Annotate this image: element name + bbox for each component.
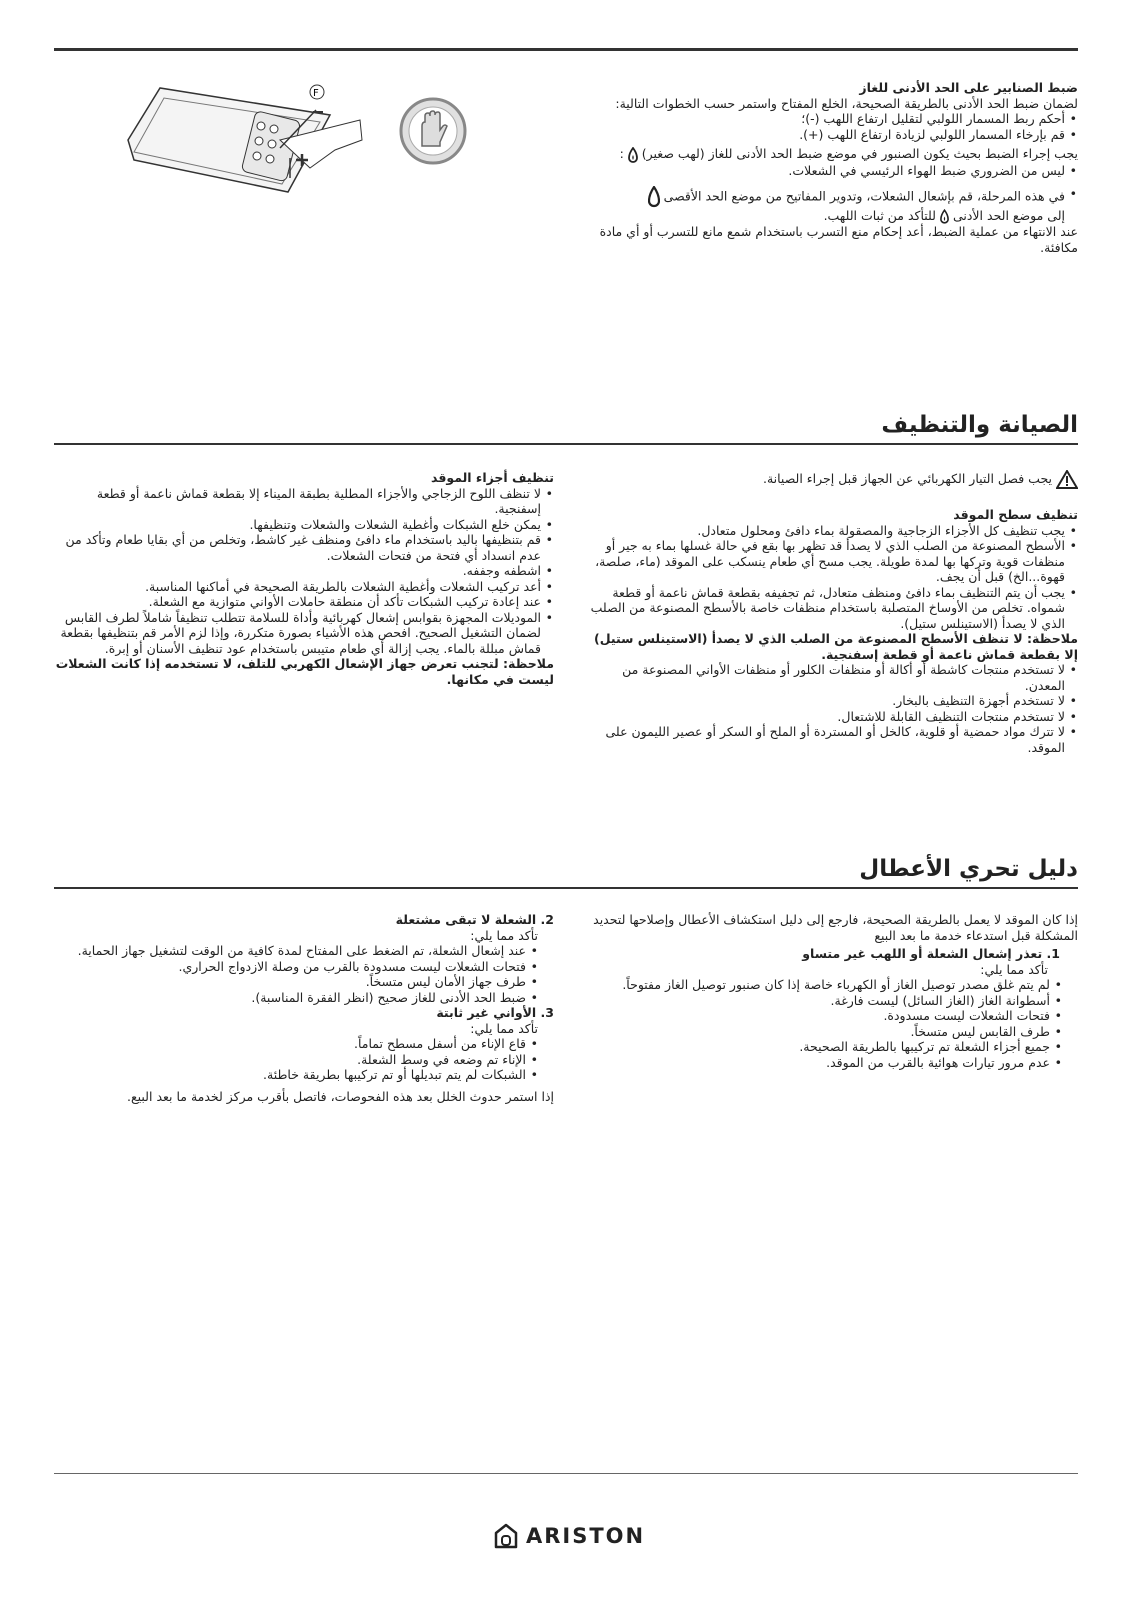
list-item: • لا تستخدم منتجات كاشطة أو أكالة أو منظفات الكلور أو منظفات الأواني المصنوعة من المعدن. xyxy=(578,662,1065,693)
stage-text-a: في هذه المرحلة، قم بإشعال الشعلات، وتدوير المفاتيح من موضع الحد الأقصى xyxy=(663,188,1065,204)
burner-adjustment-figure xyxy=(120,80,370,200)
troubleshooting-closing: إذا استمر حدوث الخلل بعد هذه الفحوصات، فاتصل بأقرب مركز لخدمة ما بعد البيع. xyxy=(127,1088,554,1104)
parts-title: تنظيف أجزاء الموقد xyxy=(430,470,554,485)
list-item: • لم يتم غلق مصدر توصيل الغاز أو الكهرباء خاصة إذا كان صنبور توصيل الغاز مفتوحاً. xyxy=(578,977,1050,993)
item2-check: تأكد مما يلي: xyxy=(470,927,538,943)
item2-title: 2. الشعلة لا تبقى مشتعلة xyxy=(395,912,554,927)
list-item: • لا تستخدم أجهزة التنظيف بالبخار. xyxy=(578,693,1065,709)
small-flame-icon xyxy=(940,209,949,224)
list-item: • قاع الإناء من أسفل مسطح تماماً. xyxy=(54,1036,526,1052)
list-item: • يجب أن يتم التنظيف بماء دافئ ومنظف متعادل، ثم تجفيفه بقطعة قماش ناعمة أو قطعة شمواه. تخلص من الأوساخ المتصلبة باستخدام منظفات خاصة بالأسطح المصنوعة من الصلب الذي لا يصدأ (الاستينلس ستيل). xyxy=(578,585,1065,632)
figure-label-f: F xyxy=(313,88,319,99)
stage-text-c: للتأكد من ثبات اللهب. xyxy=(823,208,936,223)
section1-title: ضبط الصنابير على الحد الأدنى للغاز xyxy=(859,80,1078,95)
troubleshooting-rule xyxy=(54,887,1078,889)
list-item: • قم بإرخاء المسمار اللولبي لزيادة ارتفاع اللهب (+). xyxy=(578,127,1065,143)
surface-note: ملاحظة: لا تنظف الأسطح المصنوعة من الصلب الذي لا يصدأ (الاستينلس ستيل) إلا بقطعة قماش ناعمة أو قطعة إسفنجية. xyxy=(594,631,1078,662)
list-item xyxy=(578,186,1065,224)
list-item: • عند إشعال الشعلة، تم الضغط على المفتاح لمدة كافية من الوقت لتشغيل جهاز الحماية. xyxy=(54,943,526,959)
list-item: • أحكم ربط المسمار اللولبي لتقليل ارتفاع اللهب (-)؛ xyxy=(578,111,1065,127)
list-item: • جميع أجزاء الشعلة تم تركيبها بالطريقة الصحيحة. xyxy=(578,1039,1050,1055)
section1-steps xyxy=(578,111,1078,142)
small-flame-icon xyxy=(628,147,638,163)
list-item: • فتحات الشعلات ليست مسدودة. xyxy=(578,1008,1050,1024)
footer-logo xyxy=(494,1523,645,1549)
list-item: • عدم مرور تيارات هوائية بالقرب من الموقد. xyxy=(578,1055,1050,1071)
surface-title: تنظيف سطح الموقد xyxy=(953,507,1078,522)
list-item: • يجب تنظيف كل الأجزاء الزجاجية والمصقولة بماء دافئ ومحلول متعادل. xyxy=(578,523,1065,539)
adjust-text: يجب إجراء الضبط بحيث يكون الصنبور في موضع ضبط الحد الأدنى للغاز (لهب صغير) xyxy=(641,146,1078,161)
list-item: • لا تنظف اللوح الزجاجي والأجزاء المطلية بطبقة الميناء إلا بقطعة قماش ناعمة أو قطعة إسفنجية. xyxy=(54,486,541,517)
ariston-logo-icon xyxy=(494,1523,518,1549)
item3-check: تأكد مما يلي: xyxy=(470,1020,538,1036)
top-rule xyxy=(54,48,1078,51)
troubleshooting-right-column xyxy=(578,912,1078,1070)
list-item: • طرف جهاز الأمان ليس متسخاً. xyxy=(54,974,526,990)
glove-icon xyxy=(398,96,468,166)
troubleshooting-intro: إذا كان الموقد لا يعمل بالطريقة الصحيحة، فارجع إلى دليل استكشاف الأعطال وإصلاحها لتحديد المشكلة قبل استدعاء خدمة ما بعد البيع xyxy=(593,912,1078,943)
parts-note: ملاحظة: لتجنب تعرض جهاز الإشعال الكهربي للتلف، لا تستخدمه إذا كانت الشعلات ليست في مكانها. xyxy=(55,656,554,687)
section1-block xyxy=(578,80,1078,255)
footer-rule xyxy=(54,1473,1078,1474)
adjust-suffix: : xyxy=(619,146,624,161)
list-item: • لا تترك مواد حمضية أو قلوية، كالخل أو المستردة أو الملح أو السكر أو عصير الليمون على الموقد. xyxy=(578,724,1065,755)
list-item: • قم بتنظيفها باليد باستخدام ماء دافئ ومنظف غير كاشط، وتخلص من أي بقايا طعام وتأكد من عدم انسداد أي فتحة من فتحات الشعلات. xyxy=(54,532,541,563)
list-item: • أسطوانة الغاز (الغاز السائل) ليست فارغة. xyxy=(578,993,1050,1009)
section1-intro: لضمان ضبط الحد الأدنى بالطريقة الصحيحة، الخلع المفتاح واستمر حسب الخطوات التالية: xyxy=(615,95,1078,111)
list-item: • يمكن خلع الشبكات وأغطية الشعلات والشعلات وتنظيفها. xyxy=(54,517,541,533)
list-item: • الأسطح المصنوعة من الصلب الذي لا يصدأ قد تظهر بها بقع في حالة غسلها بماء به جير أو منظفات قوية وتركها بها لمدة طويلة. يجب مسح أي طعام ينسكب على الموقد (ماء، صلصة، قهوة...الخ) قبل أن يجف. xyxy=(578,538,1065,585)
list-item: • فتحات الشعلات ليست مسدودة بالقرب من وصلة الازدواج الحراري. xyxy=(54,959,526,975)
maintenance-rule xyxy=(54,443,1078,445)
maintenance-left-column xyxy=(54,470,554,687)
maintenance-right-column xyxy=(578,470,1078,755)
adjust-paragraph xyxy=(578,146,1078,163)
warning-icon xyxy=(1056,470,1078,489)
list-item: • ليس من الضروري ضبط الهواء الرئيسي في الشعلات. xyxy=(578,163,1065,179)
list-item: • لا تستخدم منتجات التنظيف القابلة للاشتعال. xyxy=(578,709,1065,725)
brand-name: ARISTON xyxy=(526,1524,646,1548)
item1-check: تأكد مما يلي: xyxy=(980,961,1048,977)
large-flame-icon xyxy=(648,186,660,208)
item1-title: 1. تعذر إشعال الشعلة أو اللهب غير متساو xyxy=(802,946,1060,961)
troubleshooting-left-column xyxy=(54,912,554,1104)
list-item: • عند إعادة تركيب الشبكات تأكد أن منطقة حاملات الأواني متوازية مع الشعلة. xyxy=(54,594,541,610)
item3-title: 3. الأواني غير ثابتة xyxy=(436,1005,554,1020)
warning-line xyxy=(578,470,1078,489)
troubleshooting-heading: دليل تحري الأعطال xyxy=(859,856,1078,882)
seal-text: عند الانتهاء من عملية الضبط، أعد إحكام منع التسرب باستخدام شمع مانع للتسرب أو أي مادة مكافئة. xyxy=(599,224,1078,255)
list-item: • ضبط الحد الأدنى للغاز صحيح (انظر الفقرة المناسبة). xyxy=(54,990,526,1006)
list-item: • الموديلات المجهزة بقوابس إشعال كهربائية وأداة للسلامة تتطلب تنظيفاً شاملاً لطرف القابس لضمان التشغيل الصحيح. افحص هذه الأشياء بصورة متكررة، وإذا لزم الأمر قم بتنظيفها بقطعة قماش مبللة بالماء. يجب إزالة أي طعام متيبس باستخدام عود تنظيف الأسنان أو إبرة. xyxy=(54,610,541,657)
stage-text-b: إلى موضع الحد الأدنى xyxy=(952,208,1065,223)
warning-text: يجب فصل التيار الكهربائي عن الجهاز قبل إجراء الصيانة. xyxy=(762,471,1053,486)
list-item: • أعد تركيب الشعلات وأغطية الشعلات بالطريقة الصحيحة في أماكنها المناسبة. xyxy=(54,579,541,595)
list-item: • اشطفه وجففه. xyxy=(54,563,541,579)
list-item: • الإناء تم وضعه في وسط الشعلة. xyxy=(54,1052,526,1068)
maintenance-heading: الصيانة والتنظيف xyxy=(881,412,1078,438)
list-item: • طرف القابس ليس متسخاً. xyxy=(578,1024,1050,1040)
list-item: • الشبكات لم يتم تبديلها أو تم تركيبها بطريقة خاطئة. xyxy=(54,1067,526,1083)
